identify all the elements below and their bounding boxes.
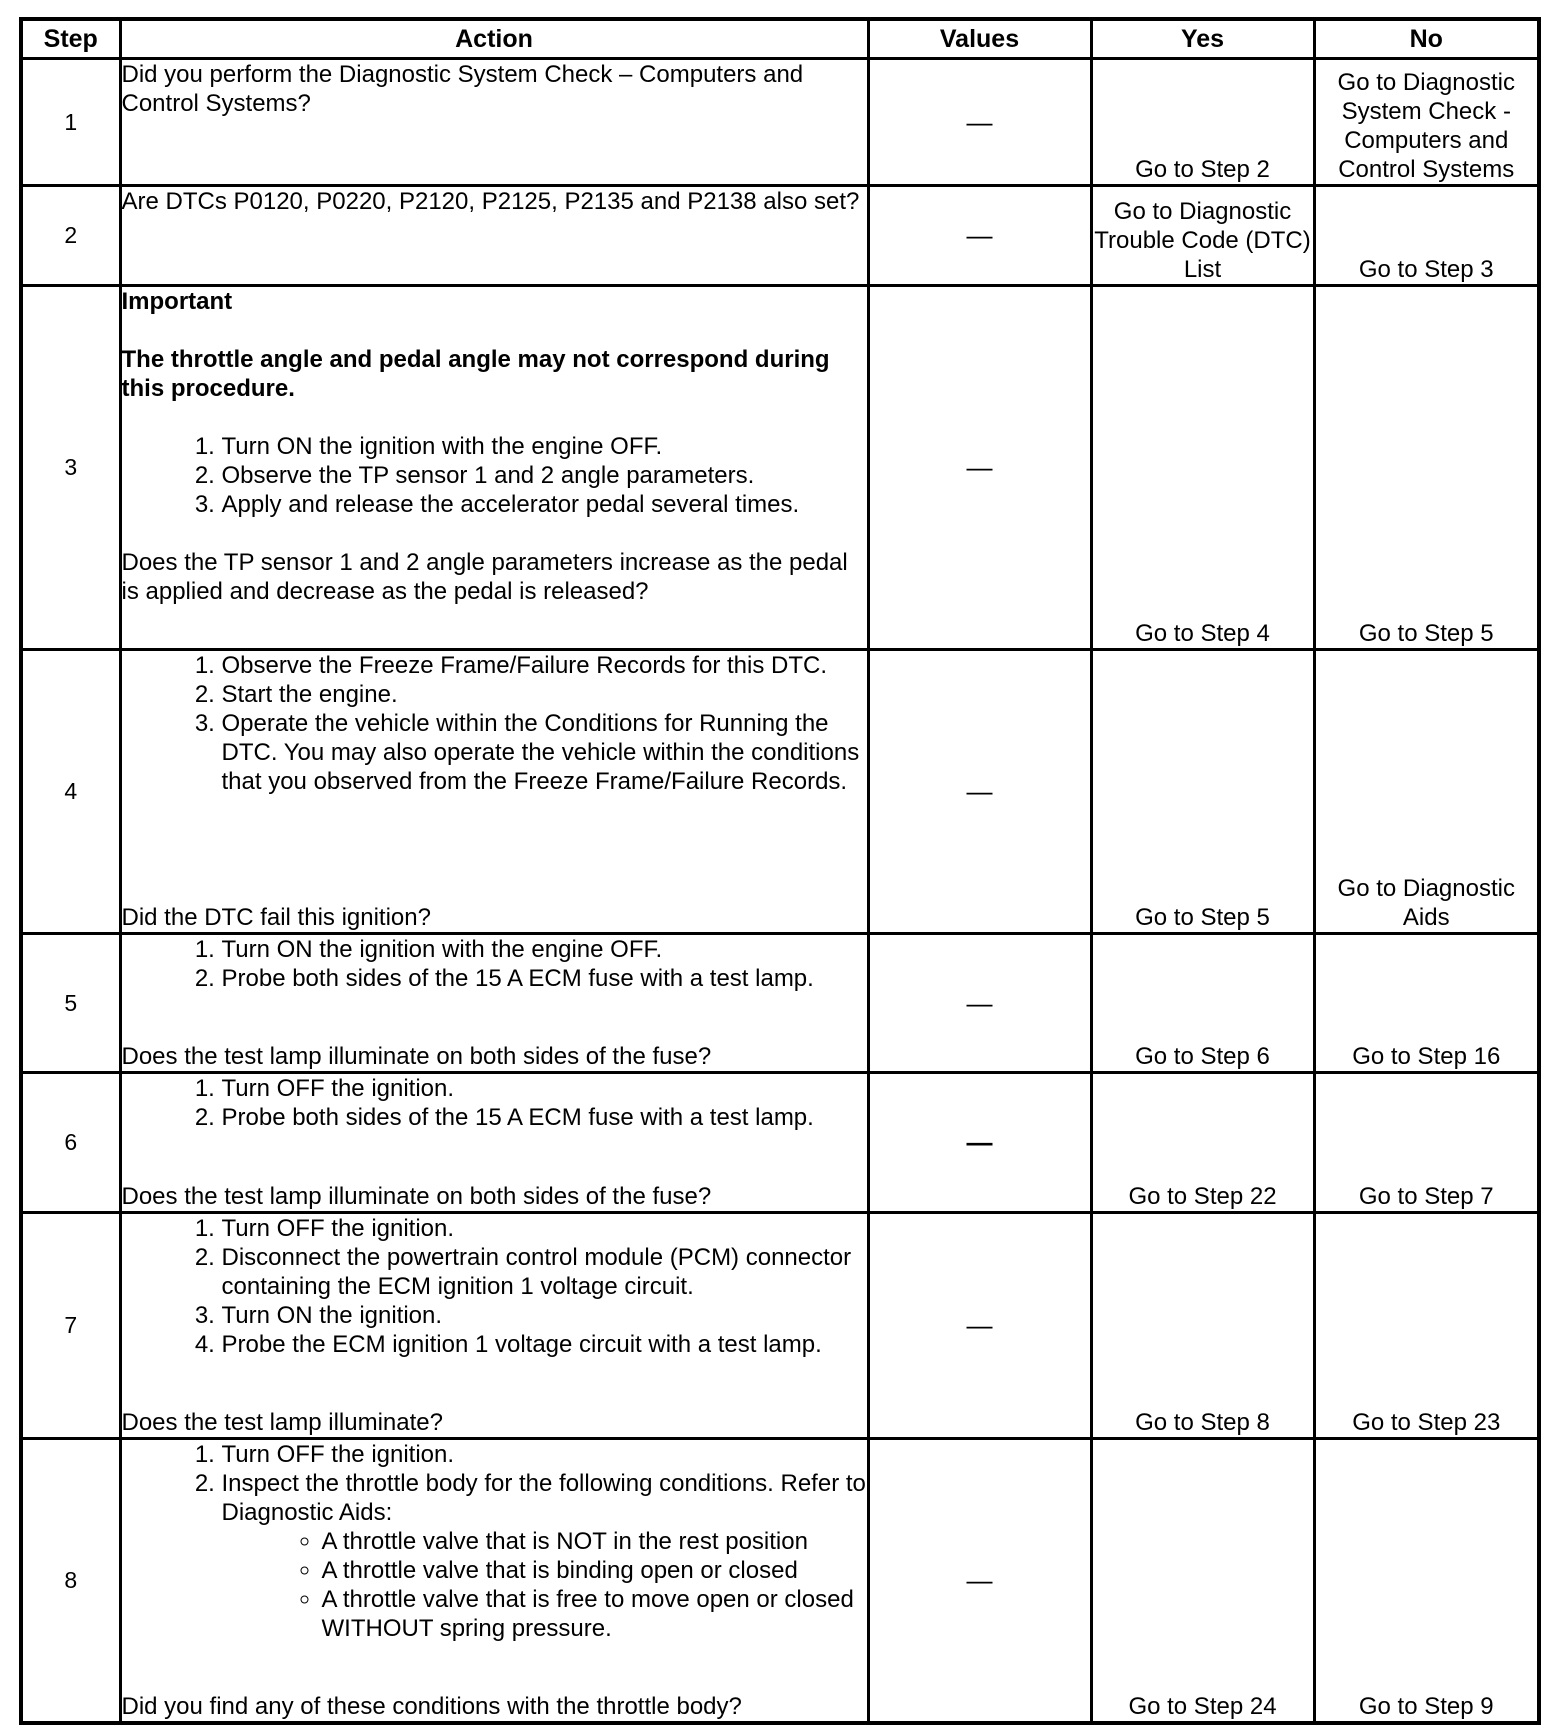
important-note: The throttle angle and pedal angle may not correspond during this procedure.	[121, 346, 830, 402]
condition-item: ◦ A throttle valve that is binding open or closed	[322, 1556, 867, 1585]
action-question: Does the TP sensor 1 and 2 angle parameters increase as the pedal is applied and decrease as the pedal is released?	[121, 549, 848, 605]
table-row	[21, 650, 1539, 934]
important-label: Important	[121, 288, 233, 315]
action-question: Did you perform the Diagnostic System Check – Computers and Control Systems?	[121, 61, 804, 117]
procedure-list	[122, 935, 867, 993]
no-cell: Go to Step 16	[1314, 934, 1539, 1073]
value-cell: —	[868, 1073, 1091, 1213]
yes-cell: Go to Step 4	[1091, 286, 1314, 650]
yes-cell: Go to Step 24	[1091, 1439, 1314, 1723]
header-action: Action	[120, 19, 868, 59]
list-item: 2. Probe both sides of the 15 A ECM fuse with a test lamp.	[222, 964, 867, 993]
value-cell: —	[868, 1213, 1091, 1439]
list-item	[222, 1469, 867, 1643]
condition-list	[222, 1527, 867, 1643]
yes-cell: Go to Step 8	[1091, 1213, 1314, 1439]
header-step: Step	[21, 19, 120, 59]
value-cell: —	[868, 650, 1091, 934]
action-cell	[120, 1213, 868, 1439]
yes-cell: Go to Step 5	[1091, 650, 1314, 934]
action-cell	[120, 59, 868, 186]
yes-cell: Go to Step 6	[1091, 934, 1314, 1073]
action-question: Are DTCs P0120, P0220, P2120, P2125, P2135 and P2138 also set?	[121, 188, 860, 215]
procedure-list	[122, 1074, 867, 1132]
step-number: 2	[21, 186, 120, 286]
action-question: Does the test lamp illuminate on both sides of the fuse?	[121, 1043, 712, 1070]
action-question: Does the test lamp illuminate?	[121, 1409, 443, 1436]
procedure-list	[122, 1440, 867, 1643]
action-cell	[120, 934, 868, 1073]
header-row	[21, 19, 1539, 59]
no-cell: Go to Step 23	[1314, 1213, 1539, 1439]
table-row	[21, 1213, 1539, 1439]
diagnostic-table	[19, 17, 1541, 1725]
no-cell: Go to Diagnostic System Check - Computers and Control Systems	[1314, 59, 1539, 186]
step-number: 5	[21, 934, 120, 1073]
procedure-list	[122, 432, 867, 519]
list-item: 4. Probe the ECM ignition 1 voltage circuit with a test lamp.	[222, 1330, 867, 1359]
list-item: 1. Turn OFF the ignition.	[222, 1074, 867, 1103]
list-item: 3. Operate the vehicle within the Conditions for Running the DTC. You may also operate the vehicle within the conditions that you observed from the Freeze Frame/Failure Records.	[222, 709, 867, 796]
step-number: 6	[21, 1073, 120, 1213]
yes-cell: Go to Step 22	[1091, 1073, 1314, 1213]
procedure-list	[122, 651, 867, 796]
step-number: 1	[21, 59, 120, 186]
value-cell: —	[868, 59, 1091, 186]
header-yes: Yes	[1091, 19, 1314, 59]
list-item: 1. Observe the Freeze Frame/Failure Records for this DTC.	[222, 651, 867, 680]
step-number: 3	[21, 286, 120, 650]
condition-item: ◦ A throttle valve that is NOT in the rest position	[322, 1527, 867, 1556]
no-cell: Go to Step 3	[1314, 186, 1539, 286]
list-item: 1. Turn OFF the ignition.	[222, 1440, 867, 1469]
action-cell	[120, 1439, 868, 1723]
no-cell: Go to Step 7	[1314, 1073, 1539, 1213]
list-item-text: Inspect the throttle body for the following conditions. Refer to Diagnostic Aids:	[221, 1470, 866, 1526]
list-item: 3. Turn ON the ignition.	[222, 1301, 867, 1330]
value-cell: —	[868, 1439, 1091, 1723]
value-cell: —	[868, 934, 1091, 1073]
condition-item: ◦ A throttle valve that is free to move open or closed WITHOUT spring pressure.	[322, 1585, 867, 1643]
yes-cell: Go to Diagnostic Trouble Code (DTC) List	[1091, 186, 1314, 286]
step-number: 8	[21, 1439, 120, 1723]
action-cell	[120, 286, 868, 650]
yes-cell: Go to Step 2	[1091, 59, 1314, 186]
table-row	[21, 59, 1539, 186]
table-row	[21, 286, 1539, 650]
value-cell: —	[868, 286, 1091, 650]
list-item: 1. Turn ON the ignition with the engine OFF.	[222, 432, 867, 461]
no-cell: Go to Diagnostic Aids	[1314, 650, 1539, 934]
no-cell: Go to Step 9	[1314, 1439, 1539, 1723]
value-cell: —	[868, 186, 1091, 286]
list-item: 2. Observe the TP sensor 1 and 2 angle parameters.	[222, 461, 867, 490]
list-item: 1. Turn OFF the ignition.	[222, 1214, 867, 1243]
action-cell	[120, 650, 868, 934]
header-no: No	[1314, 19, 1539, 59]
list-item: 1. Turn ON the ignition with the engine OFF.	[222, 935, 867, 964]
list-item: 2. Disconnect the powertrain control module (PCM) connector containing the ECM ignition 1 voltage circuit.	[222, 1243, 867, 1301]
table-row	[21, 934, 1539, 1073]
table-row	[21, 1439, 1539, 1723]
table-row	[21, 186, 1539, 286]
list-item: 2. Start the engine.	[222, 680, 867, 709]
list-item: 2. Probe both sides of the 15 A ECM fuse with a test lamp.	[222, 1103, 867, 1132]
step-number: 7	[21, 1213, 120, 1439]
action-cell	[120, 186, 868, 286]
action-question: Did you find any of these conditions with the throttle body?	[121, 1692, 742, 1720]
list-item: 3. Apply and release the accelerator pedal several times.	[222, 490, 867, 519]
table-row	[21, 1073, 1539, 1213]
action-question: Does the test lamp illuminate on both sides of the fuse?	[121, 1183, 712, 1210]
no-cell: Go to Step 5	[1314, 286, 1539, 650]
procedure-list	[122, 1214, 867, 1359]
header-values: Values	[868, 19, 1091, 59]
step-number: 4	[21, 650, 120, 934]
action-cell	[120, 1073, 868, 1213]
action-question: Did the DTC fail this ignition?	[121, 904, 431, 931]
